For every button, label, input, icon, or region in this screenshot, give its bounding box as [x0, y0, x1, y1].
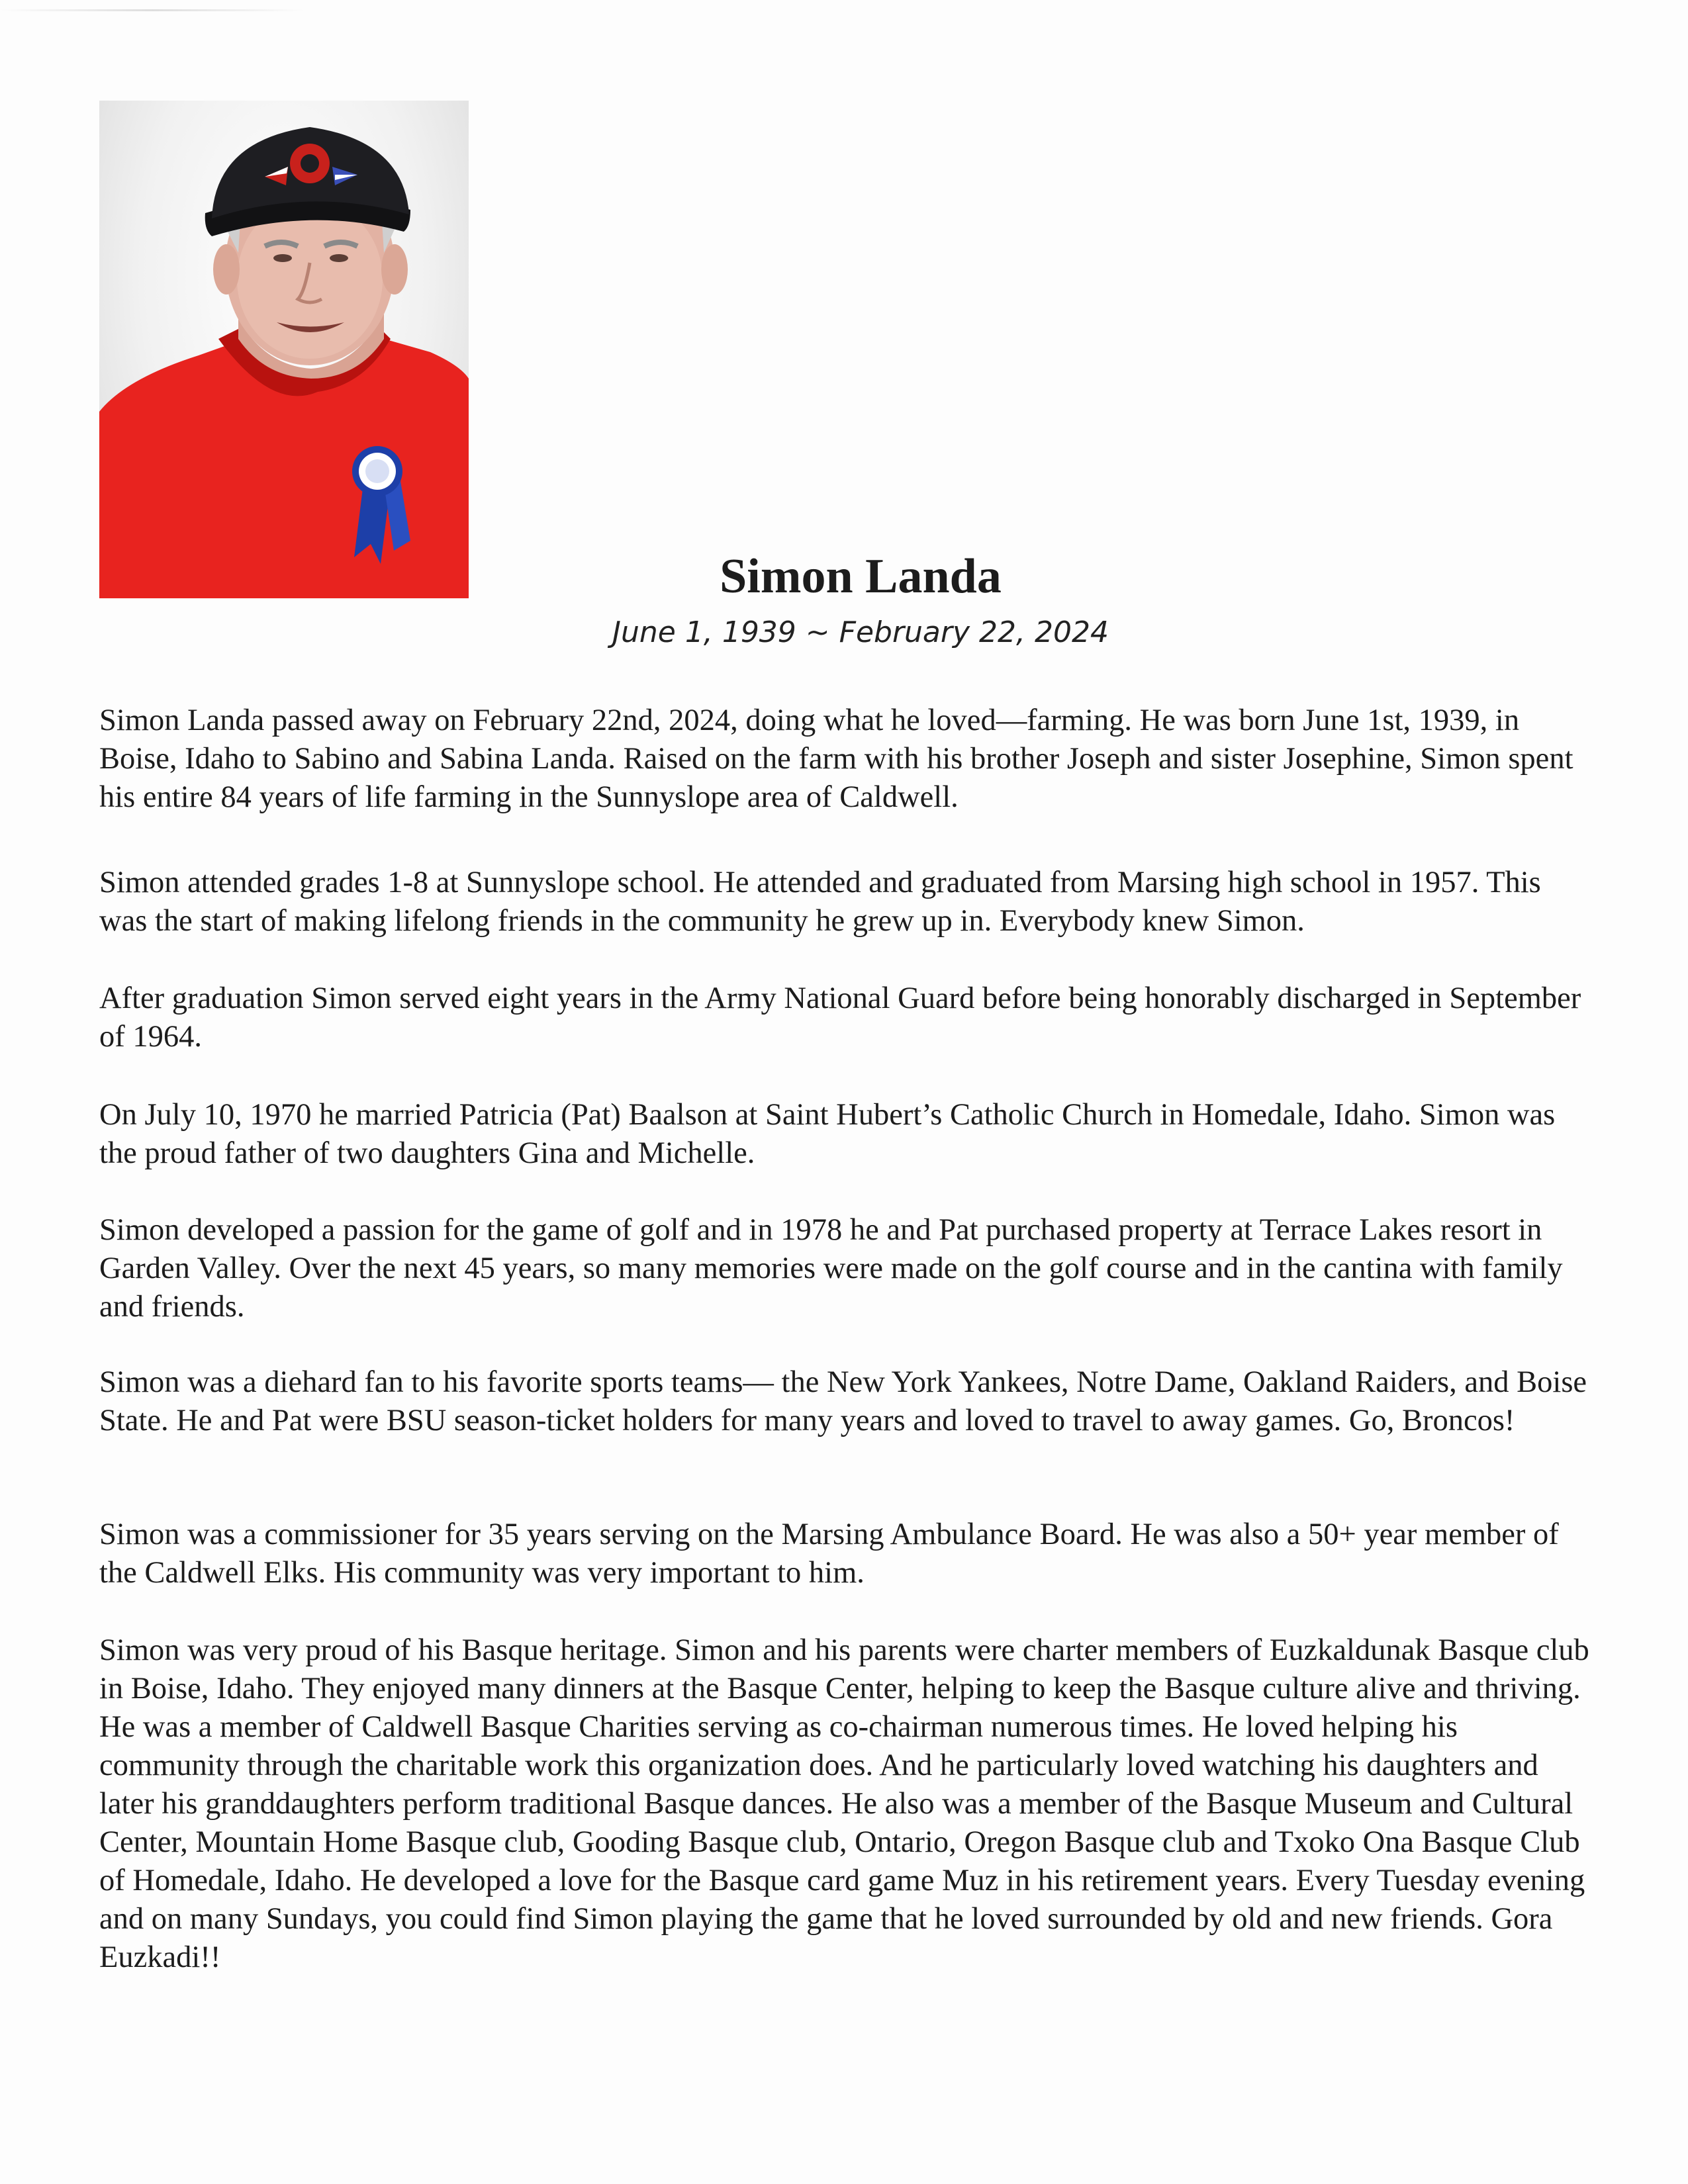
scan-edge-mark [0, 9, 305, 11]
obituary-paragraph: Simon Landa passed away on February 22nd, 2024, doing what he loved—farming. He was born June 1st, 1939, in Boise, Idaho to Sabino and Sabina Landa. Raised on the farm with his brother Joseph and sister Josephine, Simon spent his entire 84 years of life farming in the Sunnyslope area of Caldwell. [99, 704, 1573, 814]
obituary-paragraph: After graduation Simon served eight years in the Army National Guard before being honorably discharged in September of 1964. [99, 981, 1581, 1054]
portrait-illustration [99, 101, 469, 598]
life-dates: June 1, 1939 ~ February 22, 2024 [612, 615, 1109, 649]
obituary-paragraph: Simon was a diehard fan to his favorite sports teams— the New York Yankees, Notre Dame, Oakland Raiders, and Boise State. He and Pat were BSU season-ticket holders for many years and loved to travel to away games. Go, Broncos! [99, 1365, 1587, 1437]
obituary-paragraph: Simon developed a passion for the game of golf and in 1978 he and Pat purchased property at Terrace Lakes resort in Garden Valley. Over the next 45 years, so many memories were made on the golf course and in the cantina with family and friends. [99, 1213, 1563, 1324]
portrait-photo [99, 101, 469, 598]
person-name: Simon Landa [720, 549, 1002, 604]
obituary-paragraph: On July 10, 1970 he married Patricia (Pat) Baalson at Saint Hubert’s Catholic Church in Homedale, Idaho. Simon was the proud father of two daughters Gina and Michelle. [99, 1098, 1556, 1170]
obituary-paragraph: Simon attended grades 1-8 at Sunnyslope school. He attended and graduated from Marsing high school in 1957. This was the start of making lifelong friends in the community he grew up in. Everybody knew Simon. [99, 866, 1541, 938]
obituary-paragraph: Simon was very proud of his Basque heritage. Simon and his parents were charter members of Euzkaldunak Basque club in Boise, Idaho. They enjoyed many dinners at the Basque Center, helping to keep the Basque culture alive and thriving. He was a member of Caldwell Basque Charities serving as co-chairman numerous times. He loved helping his community through the charitable work this organization does. And he particularly loved watching his daughters and later his granddaughters perform traditional Basque dances. He also was a member of the Basque Museum and Cultural Center, Mountain Home Basque club, Gooding Basque club, Ontario, Oregon Basque club and Txoko Ona Basque Club of Homedale, Idaho. He developed a love for the Basque card game Muz in his retirement years. Every Tuesday evening and on many Sundays, you could find Simon playing the game that he loved surrounded by old and new friends. Gora Euzkadi!! [99, 1633, 1589, 1974]
obituary-paragraph: Simon was a commissioner for 35 years serving on the Marsing Ambulance Board. He was also a 50+ year member of the Caldwell Elks. His community was very important to him. [99, 1518, 1559, 1590]
